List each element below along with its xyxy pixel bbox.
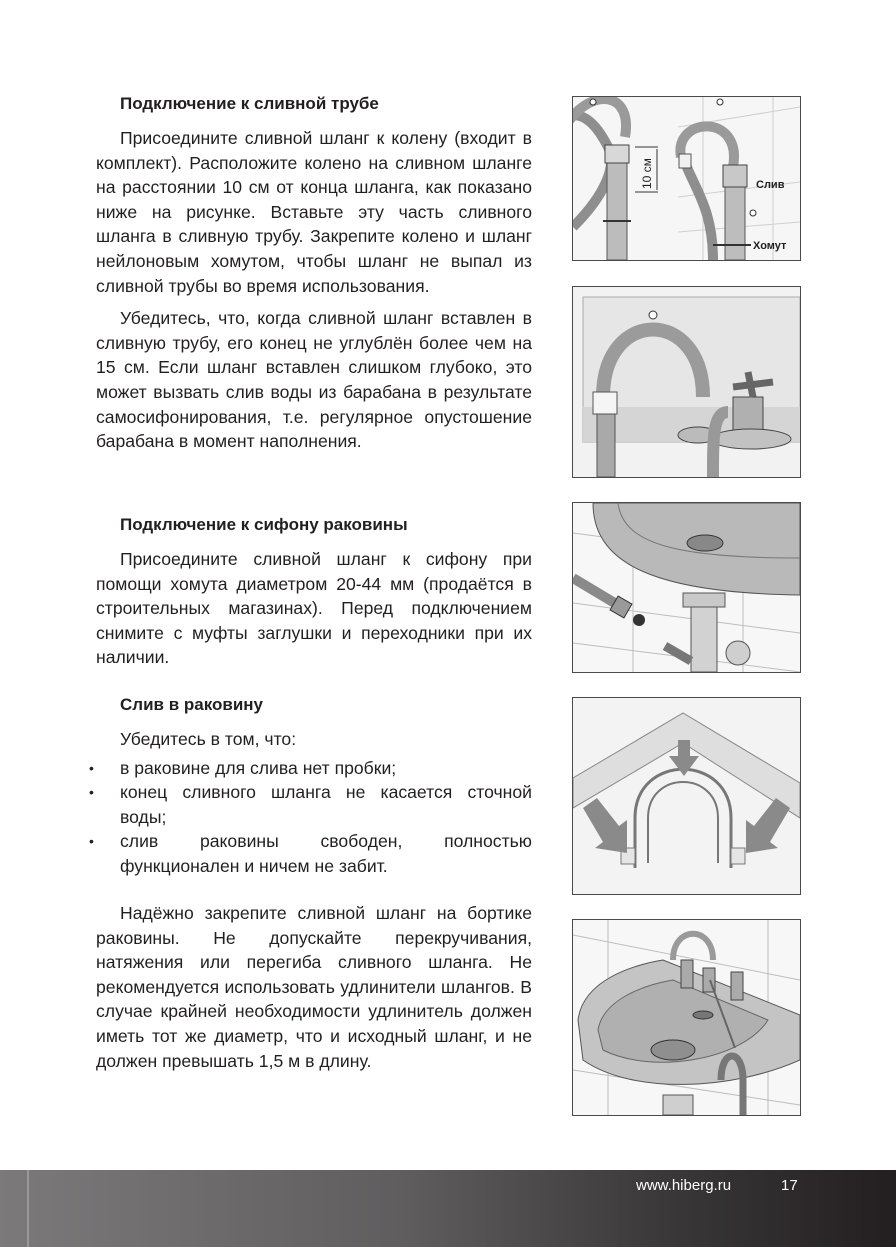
section-hose-fixing [96, 901, 532, 1073]
figure-sink-siphon [572, 502, 801, 673]
sink-siphon-illustration [573, 503, 800, 672]
website-link[interactable]: www.hiberg.ru [636, 1177, 732, 1194]
bullet-list [89, 756, 532, 879]
list-item: • конец сливного шланга не касается сточной воды; [89, 782, 532, 827]
clamp-label: Хомут [753, 240, 787, 252]
section-heading: Слив в раковину [120, 695, 264, 714]
drain-label: Слив [756, 179, 785, 191]
bullet-icon: • [89, 833, 94, 850]
bullet-icon: • [89, 759, 94, 776]
page-footer [0, 1170, 896, 1247]
footer-divider [27, 1170, 29, 1247]
sink-edge-illustration [573, 920, 800, 1115]
section-sink-siphon [96, 513, 532, 670]
siphon-arrows-illustration [573, 698, 800, 894]
paragraph: Присоедините сливной шланг к колену (входит в комплект). Расположите колено на сливном шланге на расстоянии 10 см от конца шланга, как показано ниже на рисунке. Вставьте эту часть сливного шланга в сливную трубу. Закрепите колено и шланг нейлоновым хомутом, чтобы шланг не выпал из сливной трубы во время использования. [96, 128, 532, 296]
section-drain-into-sink [89, 693, 532, 879]
figure-drain-pipe-hose [572, 96, 801, 261]
drain-pipe-illustration [573, 97, 800, 260]
section-drain-pipe [96, 92, 532, 454]
section-heading: Подключение к сифону раковины [120, 515, 408, 534]
section-heading: Подключение к сливной трубе [120, 94, 379, 113]
list-item: • в раковине для слива нет пробки; [96, 756, 532, 781]
paragraph: Надёжно закрепите сливной шланг на бортике раковины. Не допускайте перекручивания, натяжения или перегиба сливного шланга. Не рекомендуется использовать удлинители шлангов. В случае крайней необходимости удлинитель должен иметь тот же диаметр, что и исходный шланг, и не должен превышать 1,5 м в длину. [96, 903, 532, 1071]
wall-pipe-illustration [573, 287, 800, 477]
intro-text: Убедитесь в том, что: [120, 729, 297, 749]
page-number: 17 [781, 1177, 798, 1194]
list-item: • слив раковины свободен, полностью функционален и ничем не забит. [89, 831, 532, 876]
paragraph: Убедитесь, что, когда сливной шланг вставлен в сливную трубу, его конец не углублён более чем на 15 см. Если шланг вставлен слишком глубоко, это может вызвать слив воды из барабана в результате самосифонирования, т.е. регулярное опустошение барабана в момент наполнения. [96, 308, 532, 452]
bullet-icon: • [89, 784, 94, 801]
figure-hose-on-sink-edge [572, 919, 801, 1116]
figure-siphon-arrows [572, 697, 801, 895]
figure-hose-over-wall-pipe [572, 286, 801, 478]
paragraph: Присоедините сливной шланг к сифону при помощи хомута диаметром 20-44 мм (продаётся в строительных магазинах). Перед подключением снимите с муфты заглушки и переходники при их наличии. [96, 549, 532, 668]
measure-label: 10 см [640, 158, 654, 189]
